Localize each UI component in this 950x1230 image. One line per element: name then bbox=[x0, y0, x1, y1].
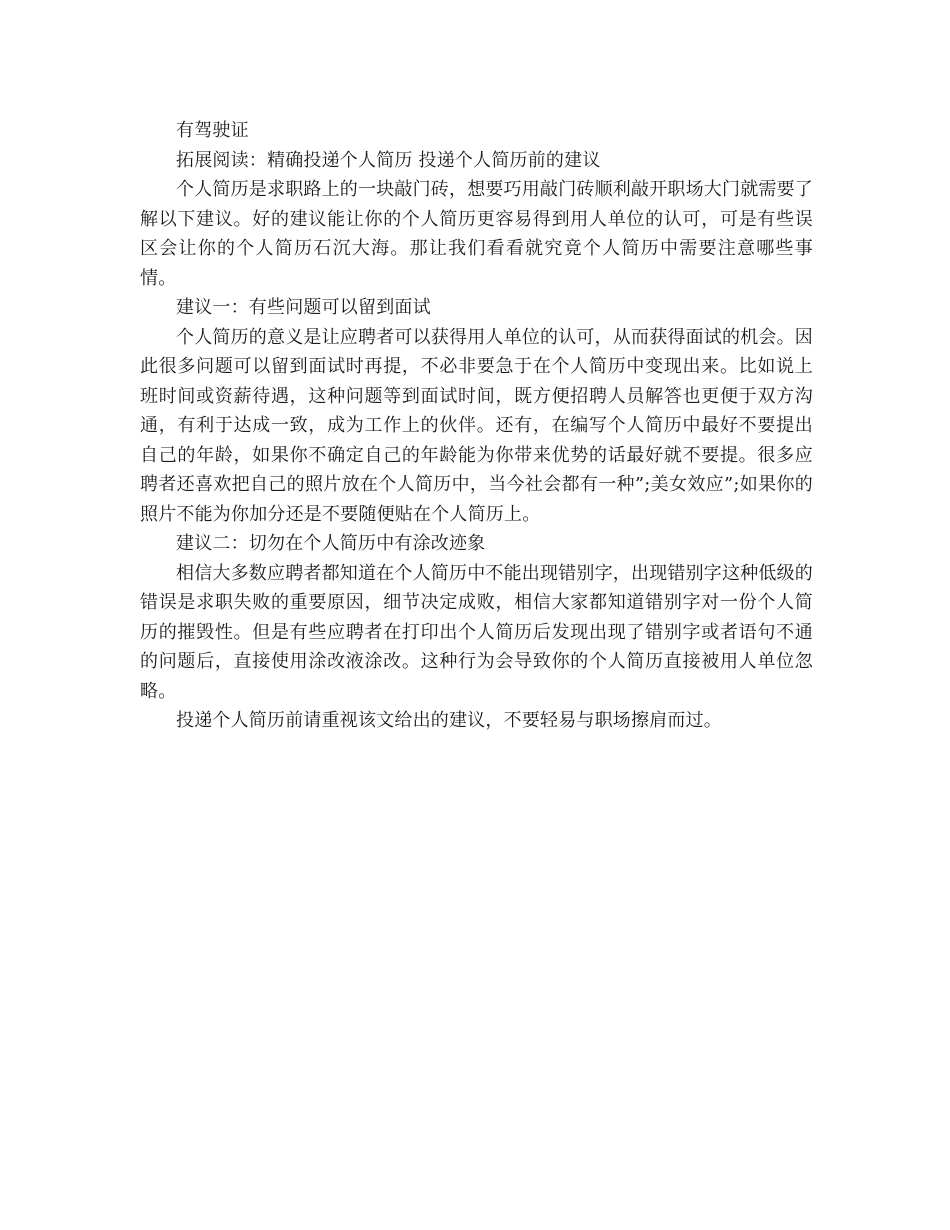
document-body bbox=[140, 116, 813, 736]
paragraph-suggestion-two-heading: 建议二：切勿在个人简历中有涂改迹象 bbox=[176, 533, 486, 554]
paragraph-suggestion-one-body: 个人简历的意义是让应聘者可以获得用人单位的认可，从而获得面试的机会。因此很多问题可以留到面试时再提，不必非要急于在个人简历中变现出来。比如说上班时间或资薪待遇，这种问题等到面试时间，既方便招聘人员解答也更便于双方沟通，有利于达成一致，成为工作上的伙伴。还有，在编写个人简历中最好不要提出自己的年龄，如果你不确定自己的年龄能为你带来优势的话最好就不要提。很多应聘者还喜欢把自己的照片放在个人简历中，当今社会都有一种”;美女效应”;如果你的照片不能为你加分还是不要随便贴在个人简历上。 bbox=[140, 326, 813, 525]
paragraph-extended-reading-title: 拓展阅读：精确投递个人简历 投递个人简历前的建议 bbox=[176, 149, 601, 171]
paragraph-conclusion: 投递个人简历前请重视该文给出的建议，不要轻易与职场擦肩而过。 bbox=[176, 710, 722, 731]
paragraph-intro: 个人简历是求职路上的一块敲门砖，想要巧用敲门砖顺利敲开职场大门就需要了解以下建议。好的建议能让你的个人简历更容易得到用人单位的认可，可是有些误区会让你的个人简历石沉大海。那让我们看看就究竟个人简历中需要注意哪些事情。 bbox=[140, 179, 813, 289]
paragraph-license-note: 有驾驶证 bbox=[176, 120, 249, 141]
paragraph-suggestion-two-body: 相信大多数应聘者都知道在个人简历中不能出现错别字，出现错别字这种低级的错误是求职失败的重要原因，细节决定成败，相信大家都知道错别字对一份个人简历的摧毁性。但是有些应聘者在打印出个人简历后发现出现了错别字或者语句不通的问题后，直接使用涂改液涂改。这种行为会导致你的个人简历直接被用人单位忽略。 bbox=[140, 562, 813, 702]
paragraph-suggestion-one-heading: 建议一：有些问题可以留到面试 bbox=[176, 297, 431, 318]
